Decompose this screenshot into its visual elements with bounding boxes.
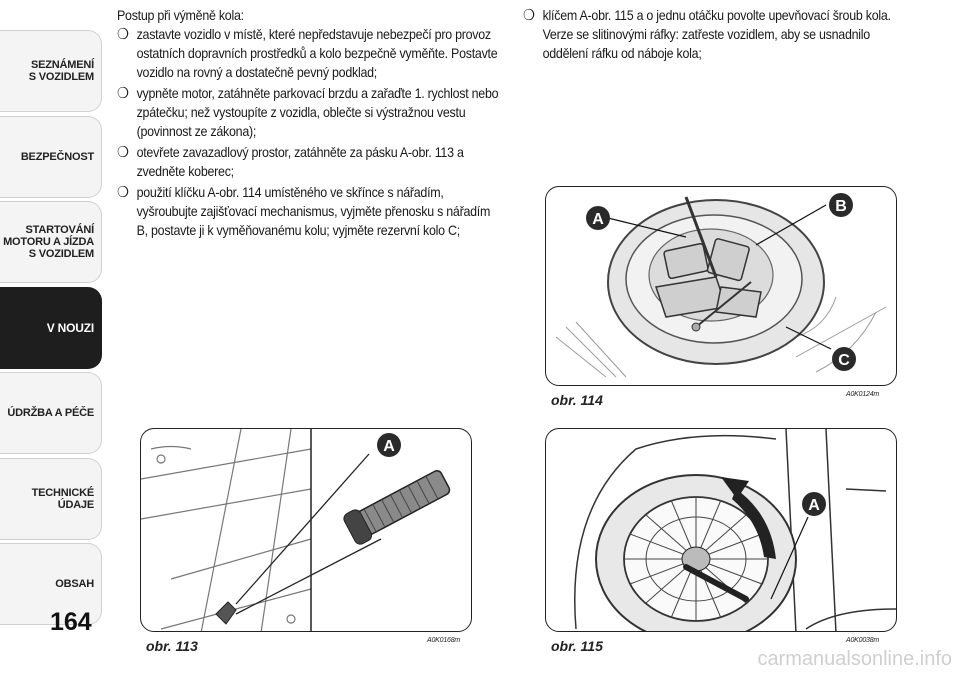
label-a-marker xyxy=(586,206,610,230)
tab-label: V NOUZI xyxy=(46,321,94,335)
spare-wheel-illustration xyxy=(546,187,897,386)
label-a-marker xyxy=(802,492,826,516)
tab-technicke-udaje[interactable] xyxy=(0,458,102,540)
figure-115-caption: obr. 115 xyxy=(551,638,603,654)
tab-seznameni-s-vozidlem[interactable] xyxy=(0,30,102,112)
step-text: otevřete zavazadlový prostor, zatáhněte za pásku A-obr. 113 a zvedněte koberec; xyxy=(136,144,464,179)
label-a: A xyxy=(808,497,820,514)
figure-114-caption: obr. 114 xyxy=(551,392,603,408)
figure-113 xyxy=(140,428,472,632)
watermark: carmanualsonline.info xyxy=(757,648,952,670)
tab-startovani-motoru[interactable] xyxy=(0,201,102,283)
tab-udrzba-a-pece[interactable] xyxy=(0,372,102,454)
bullet-circle-icon: ❍ xyxy=(117,85,129,102)
figure-113-code: A0K0168m xyxy=(427,637,461,644)
step-bullet xyxy=(117,183,500,240)
tab-label: ÚDRŽBA A PÉČE xyxy=(7,407,94,419)
step-bullet xyxy=(117,84,500,141)
step-bullet xyxy=(117,143,500,181)
figure-115-code: A0K0038m xyxy=(846,637,880,644)
figure-115 xyxy=(545,428,897,632)
left-text-column xyxy=(117,6,500,242)
tab-label: OBSAH xyxy=(55,578,94,590)
label-a-marker xyxy=(377,433,401,457)
label-b-marker xyxy=(829,193,853,217)
bullet-circle-icon: ❍ xyxy=(523,7,535,24)
label-a: A xyxy=(383,438,395,455)
trunk-strap-illustration xyxy=(141,429,472,632)
figure-113-caption: obr. 113 xyxy=(146,638,198,654)
tab-v-nouzi[interactable] xyxy=(0,287,102,369)
bullet-circle-icon: ❍ xyxy=(117,26,129,43)
label-c: C xyxy=(838,352,850,369)
step-text: zastavte vozidlo v místě, které nepředstavuje nebezpečí pro provoz ostatních dopravních prostředků a kolo bezpečně vyměňte. Postavte vozidlo na rovný a dostatečně pevný podklad; xyxy=(136,26,498,80)
tab-label: BEZPEČNOST xyxy=(20,151,94,163)
right-text-column xyxy=(523,6,901,65)
step-text: vypněte motor, zatáhněte parkovací brzdu a zařaďte 1. rychlost nebo zpátečku; než vystoupíte z vozidla, oblečte si výstražnou vestu (povinnost ze zákona); xyxy=(136,85,499,139)
step-bullet xyxy=(117,25,500,82)
tab-label: STARTOVÁNÍ MOTORU A JÍZDA S VOZIDLEM xyxy=(3,224,94,260)
bullet-circle-icon: ❍ xyxy=(117,144,129,161)
step-text: použití klíčku A-obr. 114 umístěného ve skřínce s nářadím, vyšroubujte zajišťovací mechanismus, vyjměte přenosku s nářadím B, postavte ji k vyměňovanému kolu; vyjměte rezervní kolo C; xyxy=(136,184,491,238)
label-a: A xyxy=(592,211,604,228)
tab-label: SEZNÁMENÍ S VOZIDLEM xyxy=(28,59,94,83)
bullet-circle-icon: ❍ xyxy=(117,184,129,201)
figure-114-code: A0K0124m xyxy=(846,391,880,398)
figure-114 xyxy=(545,186,897,386)
step-text: klíčem A-obr. 115 a o jednu otáčku povolte upevňovací šroub kola. Verze se slitinovými ráfky: zatřeste vozidlem, aby se usnadnilo oddělení ráfku od náboje kola; xyxy=(542,7,891,61)
intro-text: Postup při výměně kola: xyxy=(117,7,244,23)
label-c-marker xyxy=(832,347,856,371)
label-b: B xyxy=(835,198,847,215)
page-number: 164 xyxy=(50,608,92,636)
tab-bezpecnost[interactable] xyxy=(0,116,102,198)
tab-label: TECHNICKÉ ÚDAJE xyxy=(31,487,94,511)
step-bullet xyxy=(523,6,901,63)
wheel-wrench-illustration xyxy=(546,429,897,632)
